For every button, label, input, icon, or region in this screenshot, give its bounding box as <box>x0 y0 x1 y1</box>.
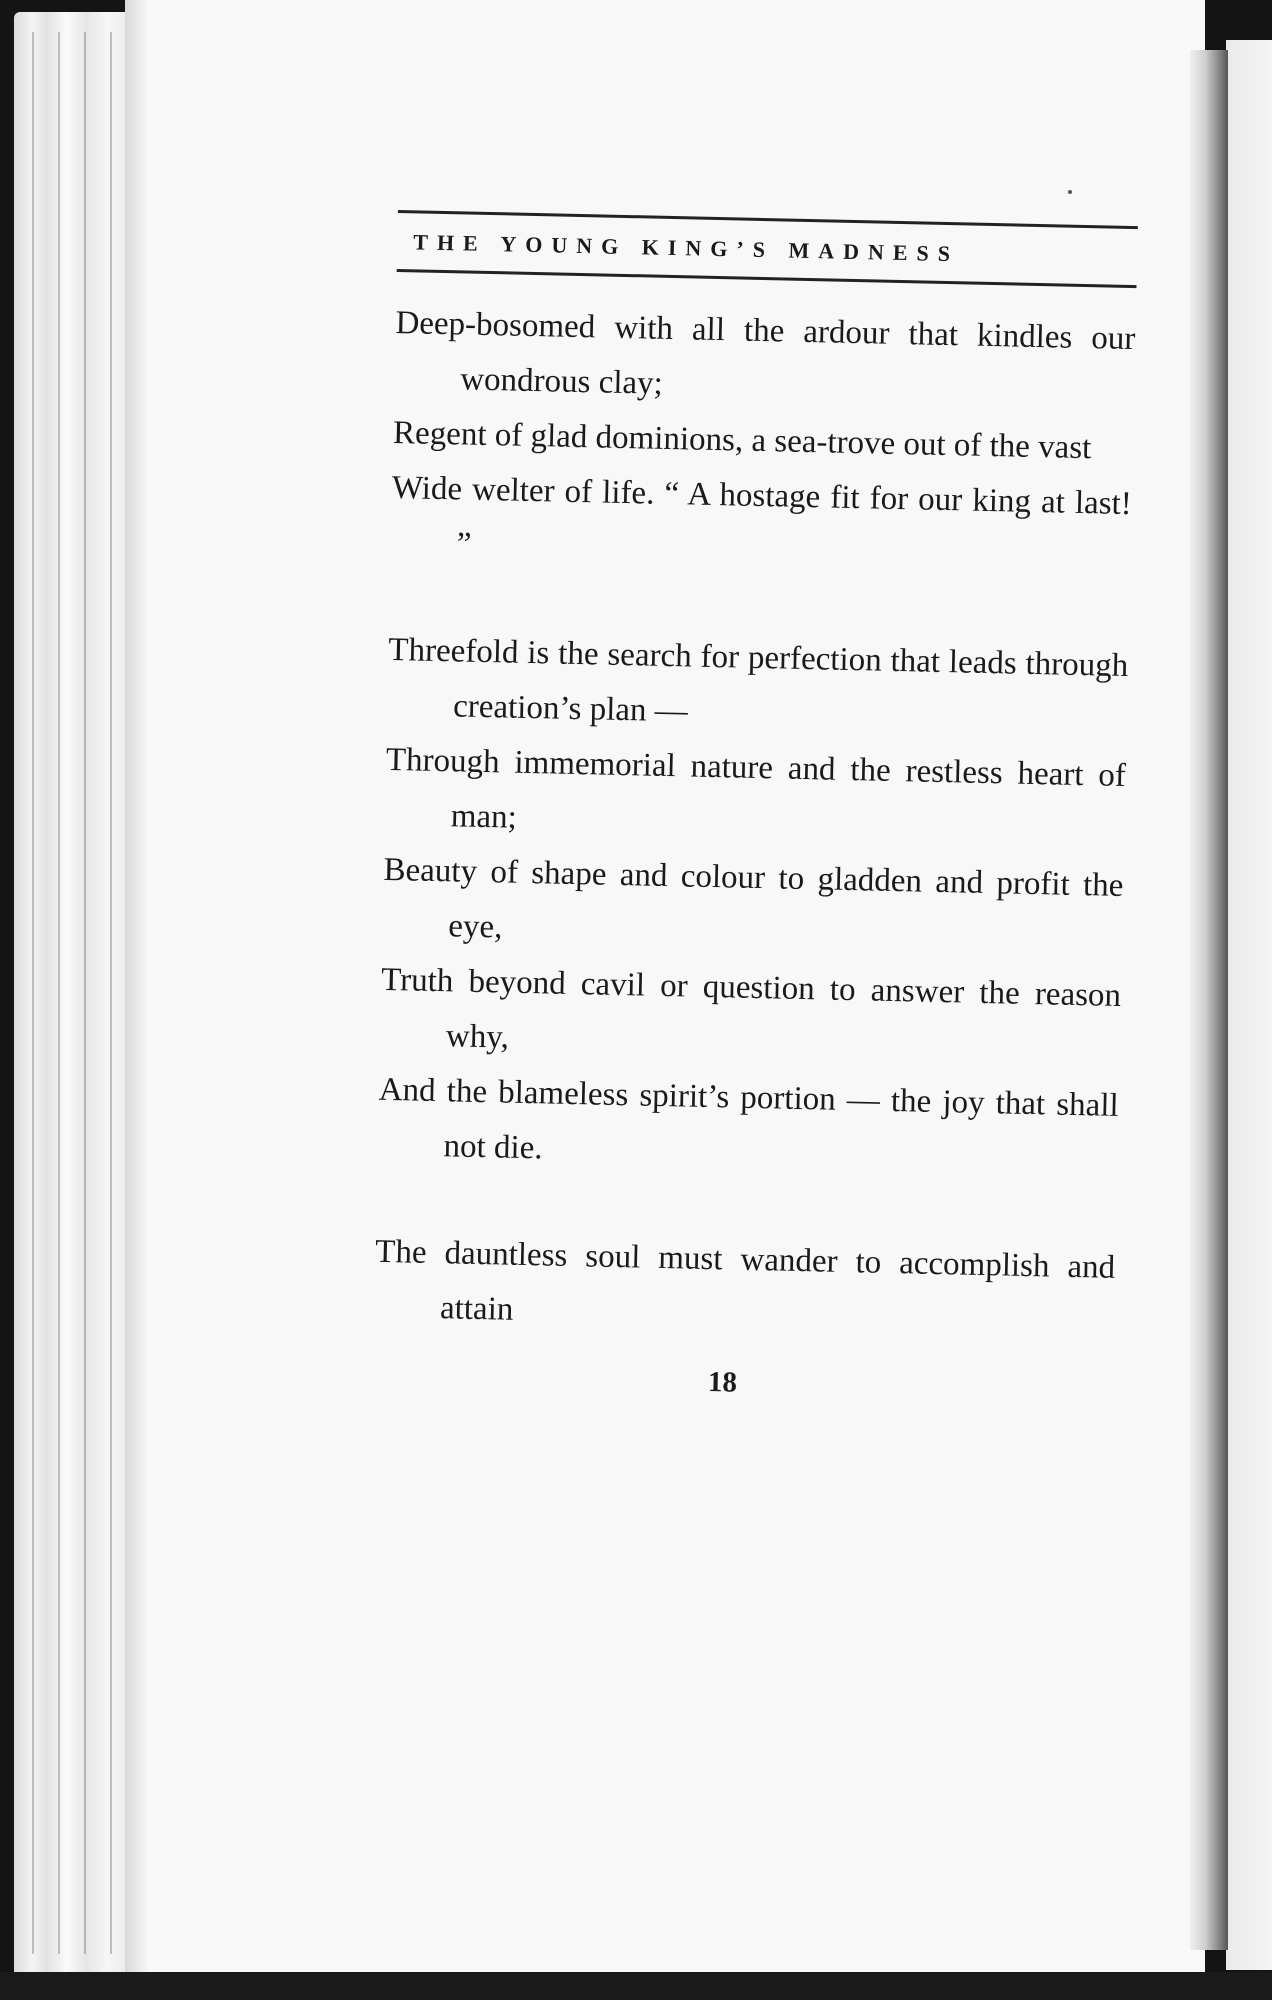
page-gutter <box>125 0 149 1975</box>
verse-line: Truth beyond cavil or question to answer the reason why, <box>380 961 1122 1056</box>
verse-line: Wide welter of life. “ A hostage fit for our king at last! ” <box>391 469 1133 563</box>
poem-text-block <box>372 210 1138 1408</box>
verse-line: Threefold is the search for perfection that leads through creation’s plan — <box>388 631 1129 730</box>
facing-page-edge <box>1226 40 1272 1970</box>
page-edge-line <box>32 32 34 1954</box>
verse-line: And the blameless spirit’s portion — the joy that shall not die. <box>378 1071 1120 1167</box>
running-head: THE YOUNG KING’S MADNESS <box>413 229 960 267</box>
page-number: 18 <box>707 1366 738 1399</box>
scan-bottom-edge <box>0 1972 1272 2000</box>
verse-line: Beauty of shape and colour to gladden and profit the eye, <box>383 851 1124 946</box>
verse-line: Through immemorial nature and the restless heart of man; <box>385 741 1127 836</box>
page-edge-line <box>110 32 112 1954</box>
binding-shadow <box>1190 50 1228 1950</box>
stanza-2 <box>377 623 1129 1189</box>
verse-line: Regent of glad dominions, a sea-trove out of the vast <box>392 414 1092 467</box>
page-edge-line <box>58 32 60 1954</box>
ink-speck <box>1068 190 1072 194</box>
verse-line: Deep-bosomed with all the ardour that kindles our wondrous clay; <box>395 304 1136 402</box>
stanza-3 <box>373 1225 1115 1351</box>
page-edge-line <box>84 32 86 1954</box>
verse-line: The dauntless soul must wander to accomplish and attain <box>374 1233 1116 1328</box>
stanza-1 <box>390 296 1136 587</box>
